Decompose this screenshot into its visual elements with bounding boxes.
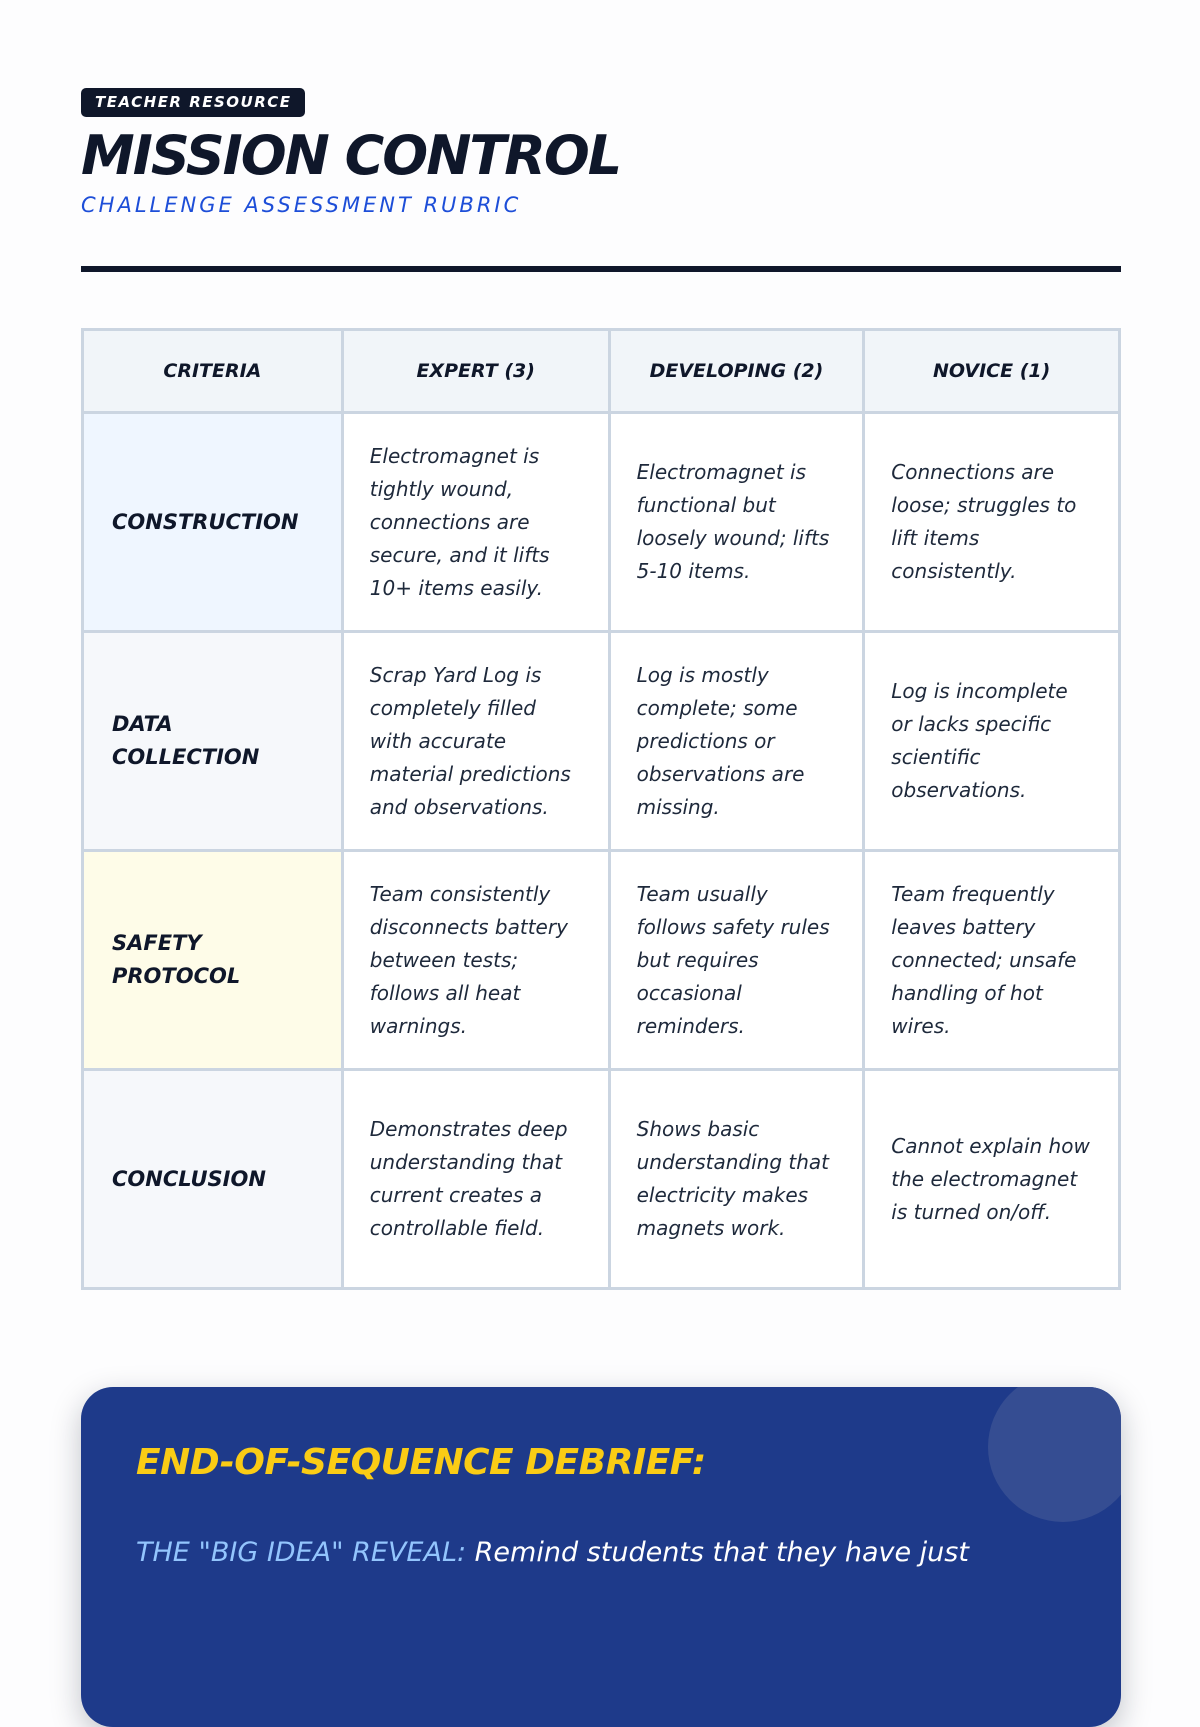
novice-cell: Connections are loose; struggles to lift items consistently. [864,413,1120,632]
column-header-expert: EXPERT (3) [342,330,609,413]
table-row [83,413,1120,632]
novice-cell: Team frequently leaves battery connected; unsafe handling of hot wires. [864,851,1120,1070]
column-header-developing: DEVELOPING (2) [609,330,864,413]
expert-cell: Scrap Yard Log is completely filled with accurate material predictions and observations. [342,632,609,851]
table-row [83,1070,1120,1289]
table-row [83,851,1120,1070]
column-header-criteria: CRITERIA [83,330,343,413]
novice-cell: Cannot explain how the electromagnet is turned on/off. [864,1070,1120,1289]
header-divider [81,266,1121,272]
developing-cell: Electromagnet is functional but loosely wound; lifts 5-10 items. [609,413,864,632]
developing-cell: Log is mostly complete; some predictions or observations are missing. [609,632,864,851]
novice-cell: Log is incomplete or lacks specific scientific observations. [864,632,1120,851]
big-idea-label: THE "BIG IDEA" REVEAL: [136,1537,467,1568]
criteria-cell: CONSTRUCTION [83,413,343,632]
developing-cell: Shows basic understanding that electricity makes magnets work. [609,1070,864,1289]
table-row [83,632,1120,851]
criteria-cell: SAFETY PROTOCOL [83,851,343,1070]
debrief-heading: END-OF-SEQUENCE DEBRIEF: [136,1442,706,1483]
column-header-novice: NOVICE (1) [864,330,1120,413]
criteria-cell: DATA COLLECTION [83,632,343,851]
decorative-circle [988,1387,1121,1522]
developing-cell: Team usually follows safety rules but requires occasional reminders. [609,851,864,1070]
debrief-body [136,1533,1086,1573]
teacher-resource-badge: TEACHER RESOURCE [81,88,305,117]
debrief-text: Remind students that they have just [466,1537,969,1568]
expert-cell: Demonstrates deep understanding that current creates a controllable field. [342,1070,609,1289]
expert-cell: Team consistently disconnects battery between tests; follows all heat warnings. [342,851,609,1070]
debrief-panel [81,1387,1121,1727]
table-header-row [83,330,1120,413]
rubric-table [81,328,1121,1290]
criteria-cell: CONCLUSION [83,1070,343,1289]
page-subtitle: CHALLENGE ASSESSMENT RUBRIC [81,193,522,217]
rubric-page [81,88,1121,1568]
page-title: MISSION CONTROL [81,124,621,187]
expert-cell: Electromagnet is tightly wound, connections are secure, and it lifts 10+ items easily. [342,413,609,632]
